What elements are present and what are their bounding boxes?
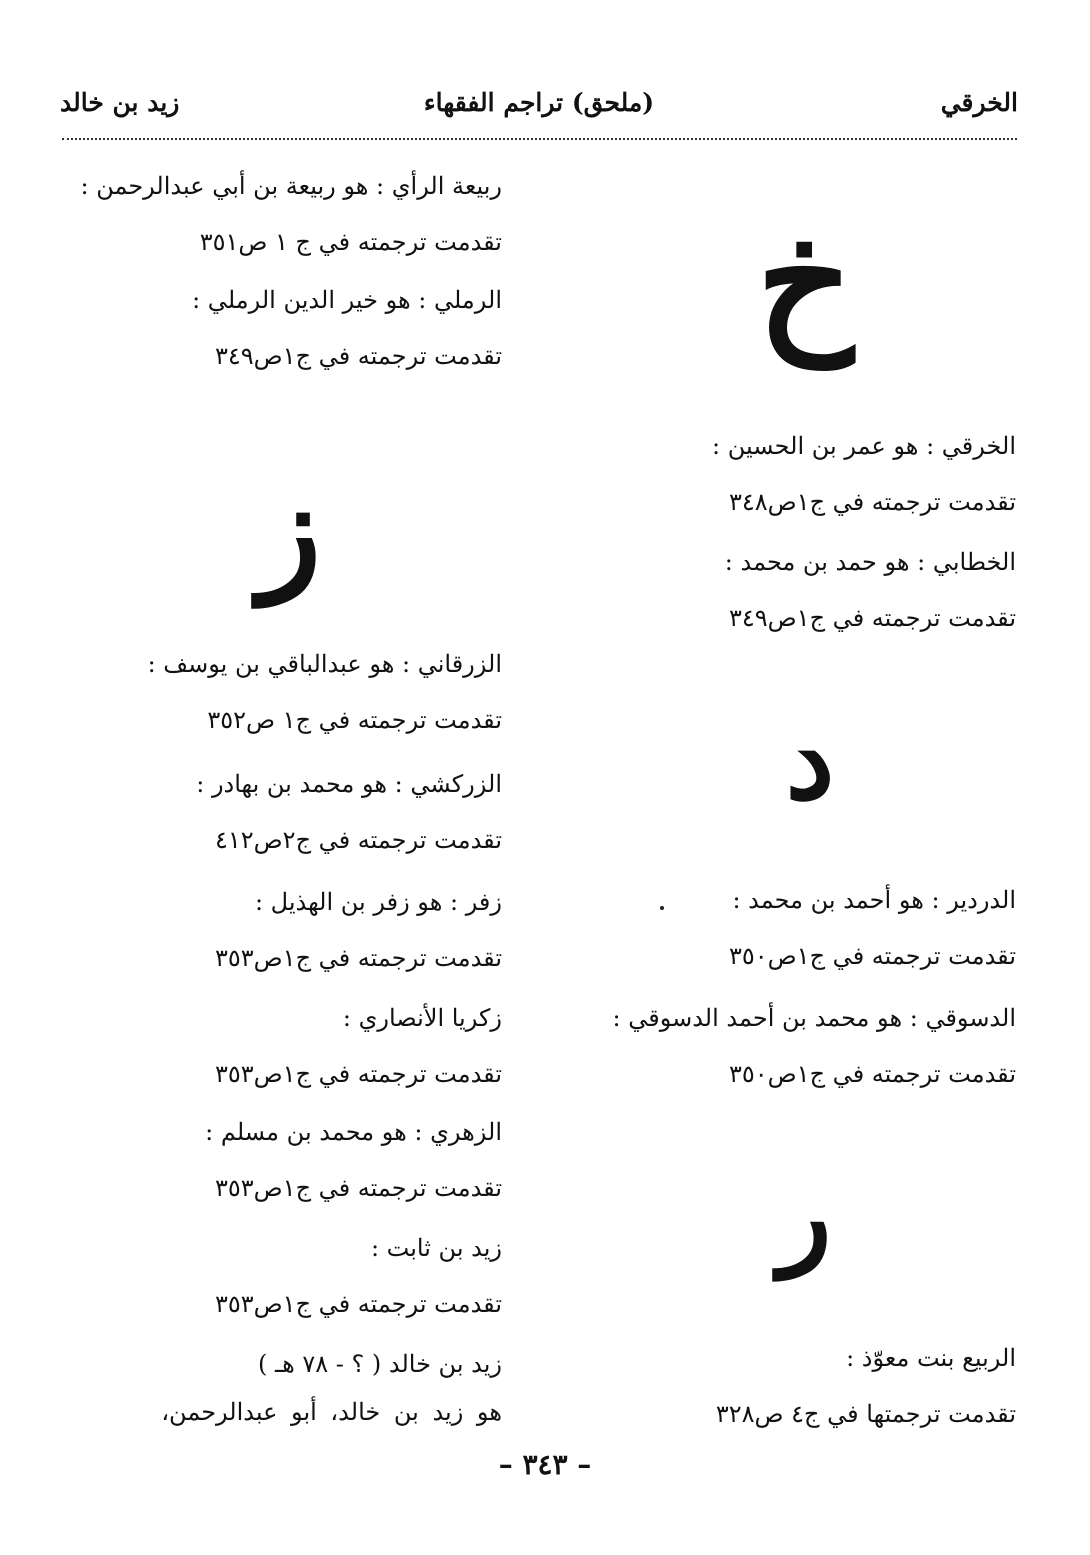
stray-dot: [660, 906, 664, 910]
entry-khattabi: [596, 534, 1016, 646]
section-letter-zay: ز: [258, 453, 322, 606]
entry-rabia: [62, 158, 502, 270]
entry-ramli: [62, 272, 502, 384]
entry-reference: تقدمت ترجمته في ج١ص٣٤٩: [214, 342, 502, 370]
entry-title: زيد بن خالد ( ؟ - ٧٨ هـ ): [258, 1350, 502, 1378]
page-number: – ٣٤٣ –: [498, 1448, 592, 1481]
entry-title: الرملي : هو خير الدين الرملي :: [192, 286, 502, 314]
entry-reference: تقدمت ترجمته في ج١ص٣٥٣: [214, 1060, 502, 1088]
entry-reference: تقدمت ترجمته في ج٢ص٤١٢: [214, 826, 502, 854]
section-letter-dal: د: [785, 695, 835, 824]
running-head-center: (ملحق) تراجم الفقهاء: [423, 88, 655, 117]
entry-title: الربيع بنت معوّذ :: [846, 1344, 1016, 1372]
entry-reference: تقدمت ترجمته في ج١ص٣٥٣: [214, 1290, 502, 1318]
entry-kharqi: [596, 418, 1016, 530]
entry-title: زفر : هو زفر بن الهذيل :: [254, 888, 502, 916]
entry-title: الخرقي : هو عمر بن الحسين :: [712, 432, 1016, 460]
entry-zurqani: [62, 636, 502, 748]
entry-reference: تقدمت ترجمتها في ج٤ ص٣٢٨: [715, 1400, 1016, 1428]
entry-reference: تقدمت ترجمته في ج١ص٣٥٠: [728, 1060, 1016, 1088]
running-head-left: زيد بن خالد: [60, 88, 180, 117]
entry-title: زكريا الأنصاري :: [342, 1004, 502, 1032]
running-head: [60, 88, 1018, 134]
entry-rubayyi: [596, 1330, 1016, 1442]
running-head-right: الخرقي: [940, 88, 1018, 117]
entry-zayd-khalid: [62, 1336, 502, 1392]
entry-reference: تقدمت ترجمته في ج١ص٣٥٣: [214, 1174, 502, 1202]
header-dotted-rule: [62, 138, 1017, 140]
entry-reference: تقدمت ترجمته في ج١ص٣٤٩: [728, 604, 1016, 632]
entry-zarkashi: [62, 756, 502, 868]
entry-dasuqi: [546, 990, 1016, 1102]
entry-title: الدردير : هو أحمد بن محمد :: [732, 886, 1016, 914]
entry-zuhri: [62, 1104, 502, 1216]
entry-dardir: [596, 872, 1016, 984]
entry-title: الزهري : هو محمد بن مسلم :: [205, 1118, 502, 1146]
entry-reference: تقدمت ترجمته في ج١ص٣٥٠: [728, 942, 1016, 970]
entry-reference: تقدمت ترجمته في ج ١ ص٣٥١: [199, 228, 502, 256]
entry-reference: تقدمت ترجمته في ج١ص٣٥٣: [214, 944, 502, 972]
entry-zufar: [62, 874, 502, 986]
section-letter-kha: خ: [756, 192, 854, 368]
entry-zayd-thabit: [62, 1220, 502, 1332]
entry-title: الدسوقي : هو محمد بن أحمد الدسوقي :: [612, 1004, 1016, 1032]
entry-body-text: هو زيد بن خالد، أبو عبدالرحمن،: [161, 1398, 502, 1426]
entry-title: ربيعة الرأي : هو ربيعة بن أبي عبدالرحمن :: [80, 172, 502, 200]
entry-title: الخطابي : هو حمد بن محمد :: [724, 548, 1016, 576]
section-letter-ra: ر: [778, 1150, 832, 1279]
entry-title: زيد بن ثابت :: [370, 1234, 502, 1262]
entry-zakariya: [62, 990, 502, 1102]
entry-reference: تقدمت ترجمته في ج١ص٣٤٨: [728, 488, 1016, 516]
entry-title: الزركشي : هو محمد بن بهادر :: [196, 770, 502, 798]
entry-reference: تقدمت ترجمته في ج١ ص٣٥٢: [207, 706, 502, 734]
entry-title: الزرقاني : هو عبدالباقي بن يوسف :: [147, 650, 502, 678]
